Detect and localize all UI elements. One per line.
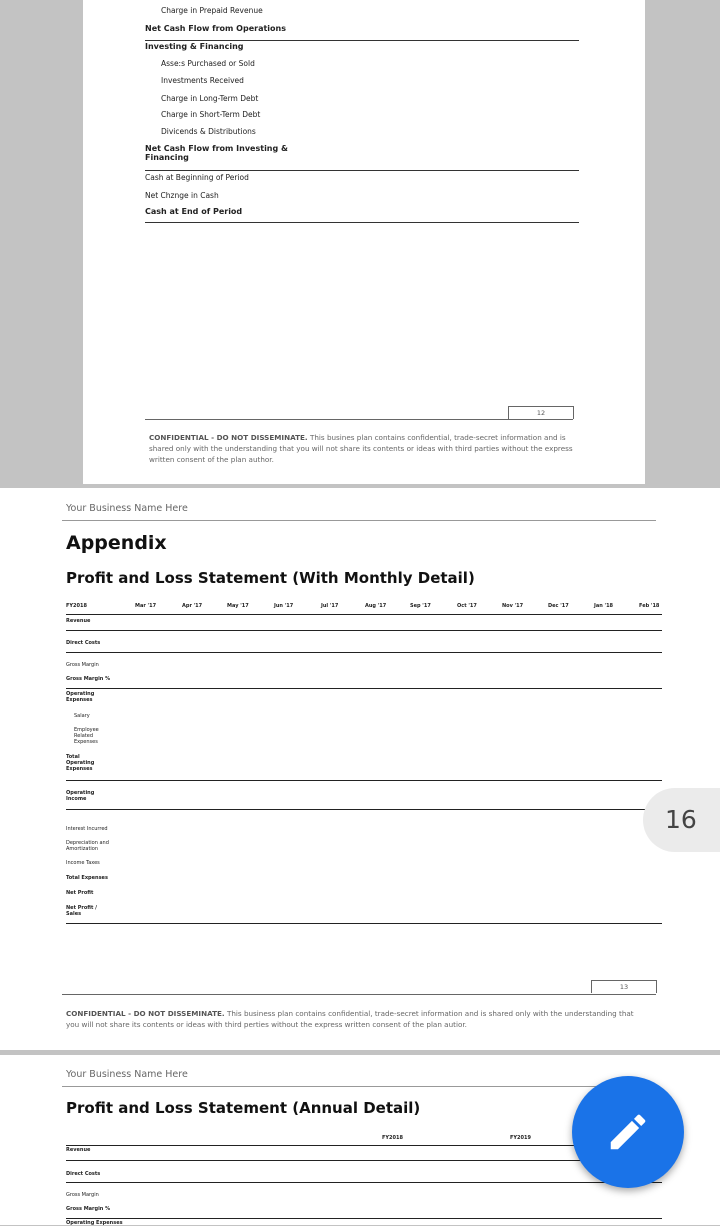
column-header: FY2018 bbox=[382, 1135, 403, 1141]
cashflow-row: Investing & Financing bbox=[145, 42, 244, 51]
column-header: Mar '17 bbox=[135, 603, 157, 609]
header-rule bbox=[62, 1086, 656, 1087]
footer-rule bbox=[62, 994, 656, 995]
business-name: Your Business Name Here bbox=[66, 1069, 188, 1080]
row-label: Gross Margin bbox=[66, 1192, 99, 1198]
page-number: 13 bbox=[591, 980, 657, 993]
confidential-lead: CONFIDENTIAL - DO NOT DISSEMINATE. bbox=[66, 1009, 225, 1018]
cashflow-row: Cash at Beginning of Period bbox=[145, 173, 249, 182]
column-header: Jan '18 bbox=[594, 603, 614, 609]
column-header: Feb '18 bbox=[639, 603, 660, 609]
column-header: Nov '17 bbox=[502, 603, 524, 609]
row-label: Revenue bbox=[66, 1147, 91, 1153]
table-rule bbox=[66, 688, 662, 689]
page-heading: Appendix bbox=[66, 532, 167, 554]
column-header: FY2018 bbox=[66, 603, 87, 609]
business-name: Your Business Name Here bbox=[66, 503, 188, 514]
cashflow-row: Net Cash Flow from Operations bbox=[145, 24, 286, 33]
table-rule bbox=[66, 614, 662, 615]
cashflow-row: Investments Received bbox=[161, 76, 244, 85]
divider bbox=[145, 170, 579, 171]
table-rule bbox=[66, 1218, 662, 1219]
row-label: Revenue bbox=[66, 618, 91, 624]
cashflow-row: Charge in Short-Term Debt bbox=[161, 110, 261, 119]
column-header: Jul '17 bbox=[321, 603, 339, 609]
row-label: Net Profit bbox=[66, 890, 94, 896]
cashflow-row: Net Chznge in Cash bbox=[145, 191, 219, 200]
table-rule bbox=[66, 923, 662, 924]
section-heading: Profit and Loss Statement (With Monthly Detail) bbox=[66, 569, 475, 587]
row-label: Direct Costs bbox=[66, 1171, 101, 1177]
document-page-13 bbox=[0, 488, 720, 1050]
row-label: Employee Related Expenses bbox=[74, 727, 99, 745]
row-label: Gross Margin % bbox=[66, 1206, 111, 1212]
column-header: Aug '17 bbox=[365, 603, 387, 609]
column-header: Sep '17 bbox=[410, 603, 431, 609]
cashflow-row: Charge in Prepaid Revenue bbox=[161, 6, 263, 15]
row-label: Total Operating Expenses bbox=[66, 754, 95, 772]
table-rule bbox=[66, 630, 662, 631]
footer-rule bbox=[145, 419, 573, 420]
confidential-text: This business plan contains confidential, trade-secret information and is shared only with the understanding that you will not share its contents or ideas with third perties without the express written consent of the plan autior. bbox=[66, 1009, 634, 1029]
row-label: Direct Costs bbox=[66, 640, 101, 646]
confidential-notice bbox=[66, 1008, 636, 1030]
table-rule bbox=[66, 809, 662, 810]
page-indicator: 16 bbox=[643, 788, 720, 852]
column-header: May '17 bbox=[227, 603, 249, 609]
row-label: Operating Expenses bbox=[66, 1220, 123, 1226]
row-label: Gross Margin bbox=[66, 662, 99, 668]
table-rule bbox=[66, 1160, 662, 1161]
header-rule bbox=[62, 520, 656, 521]
row-label: Salary bbox=[74, 713, 90, 719]
row-label: Interest Incurred bbox=[66, 826, 108, 832]
confidential-text: This busines plan contains confidential, trade-secret information and is shared only with the understanding that you will not share its contents or ideas with third parties without the express written consent of the plan author. bbox=[149, 433, 573, 464]
cashflow-row: Divicends & Distributions bbox=[161, 127, 256, 136]
table-rule bbox=[66, 1182, 662, 1183]
cashflow-row: Asse:s Purchased or Sold bbox=[161, 59, 255, 68]
row-label: Gross Margin % bbox=[66, 676, 111, 682]
edit-fab-button[interactable] bbox=[572, 1076, 684, 1188]
cashflow-row: Cash at End of Period bbox=[145, 207, 243, 216]
row-label: Operating Income bbox=[66, 790, 95, 802]
document-page-12 bbox=[83, 0, 645, 484]
column-header: FY2019 bbox=[510, 1135, 531, 1141]
cashflow-row: Charge in Long-Term Debt bbox=[161, 94, 259, 103]
column-header: Apr '17 bbox=[182, 603, 203, 609]
row-label: Operating Expenses bbox=[66, 691, 95, 703]
divider bbox=[145, 222, 579, 223]
row-label: Total Expenses bbox=[66, 875, 108, 881]
divider bbox=[145, 40, 579, 41]
cashflow-row: Net Cash Flow from Investing & Financing bbox=[145, 144, 288, 162]
row-label: Depreciation and Amortization bbox=[66, 840, 109, 852]
section-heading: Profit and Loss Statement (Annual Detail) bbox=[66, 1099, 421, 1117]
table-rule bbox=[66, 652, 662, 653]
column-header: Dec '17 bbox=[548, 603, 569, 609]
page-number: 12 bbox=[508, 406, 574, 419]
table-rule bbox=[66, 780, 662, 781]
row-label: Income Taxes bbox=[66, 860, 100, 866]
pencil-icon bbox=[605, 1109, 651, 1155]
row-label: Net Profit / Sales bbox=[66, 905, 97, 917]
confidential-lead: CONFIDENTIAL - DO NOT DISSEMINATE. bbox=[149, 433, 308, 442]
column-header: Jun '17 bbox=[274, 603, 294, 609]
confidential-notice bbox=[149, 432, 581, 465]
column-header: Oct '17 bbox=[457, 603, 477, 609]
